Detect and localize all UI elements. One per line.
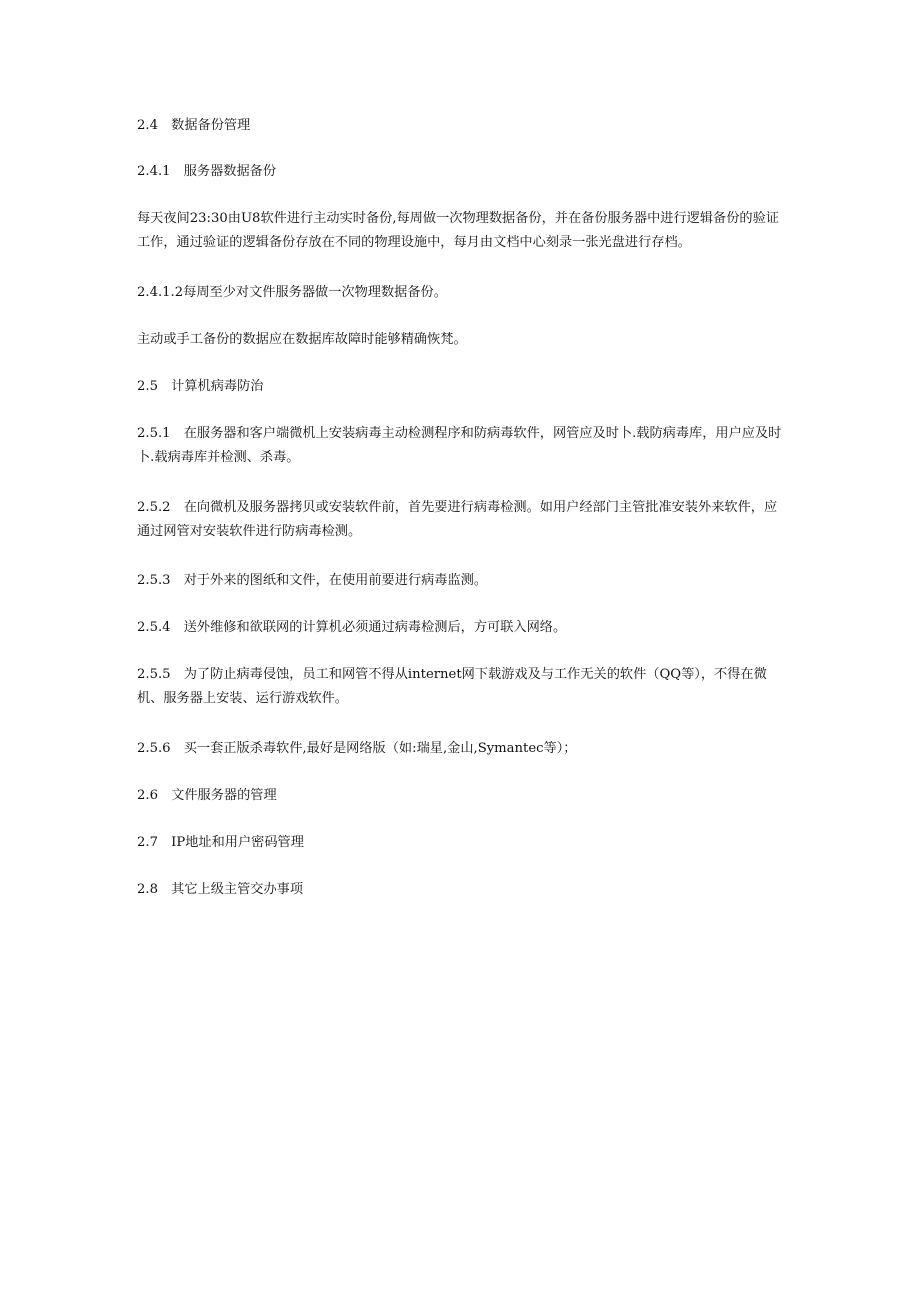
paragraph-2-5-5: 2.5.5 为了防止病毒侵蚀，员工和网管不得从internet网下载游戏及与工作无关的软件（QQ等），不得在微机、服务器上安装、运行游戏软件。 bbox=[137, 667, 767, 706]
subsection-heading-2-4-1: 2.4.1 服务器数据备份 bbox=[137, 164, 277, 179]
paragraph-server-backup: 每天夜间23:30由U8软件进行主动实时备份,每周做一次物理数据备份，并在备份服务器中进行逻辑备份的验证工作，通过验证的逻辑备份存放在不同的物理设施中，每月由文档中心刻录一张光盘进行存档。 bbox=[137, 211, 779, 250]
paragraph-2-5-6: 2.5.6 买一套正版杀毒软件,最好是网络版（如:瑞星,金山,Symantec等）； bbox=[137, 741, 577, 756]
section-heading-2-6: 2.6 文件服务器的管理 bbox=[137, 788, 277, 803]
section-heading-2-8: 2.8 其它上级主管交办事项 bbox=[137, 882, 304, 897]
section-heading-2-4: 2.4 数据备份管理 bbox=[137, 118, 251, 133]
paragraph-2-5-4: 2.5.4 送外维修和欲联网的计算机必须通过病毒检测后，方可联入网络。 bbox=[137, 620, 567, 635]
section-heading-2-5: 2.5 计算机病毒防治 bbox=[137, 379, 264, 394]
paragraph-2-5-1: 2.5.1 在服务器和客户端微机上安装病毒主动检测程序和防病毒软件，网管应及时卜.载防病毒库，用户应及时卜.载病毒库并检测、杀毒。 bbox=[137, 426, 782, 465]
paragraph-backup-recovery: 主动或手工备份的数据应在数据库故障时能够精确恢梵。 bbox=[137, 332, 467, 347]
paragraph-2-4-1-2: 2.4.1.2每周至少对文件服务器做一次物理数据备份。 bbox=[137, 285, 447, 300]
section-heading-2-7: 2.7 IP地址和用户密码管理 bbox=[137, 835, 304, 850]
paragraph-2-5-3: 2.5.3 对于外来的图纸和文件，在使用前要进行病毒监测。 bbox=[137, 573, 488, 588]
paragraph-2-5-2: 2.5.2 在向微机及服务器拷贝或安装软件前，首先要进行病毒检测。如用户经部门主管批准安装外来软件，应通过网管对安装软件进行防病毒检测。 bbox=[137, 500, 778, 539]
